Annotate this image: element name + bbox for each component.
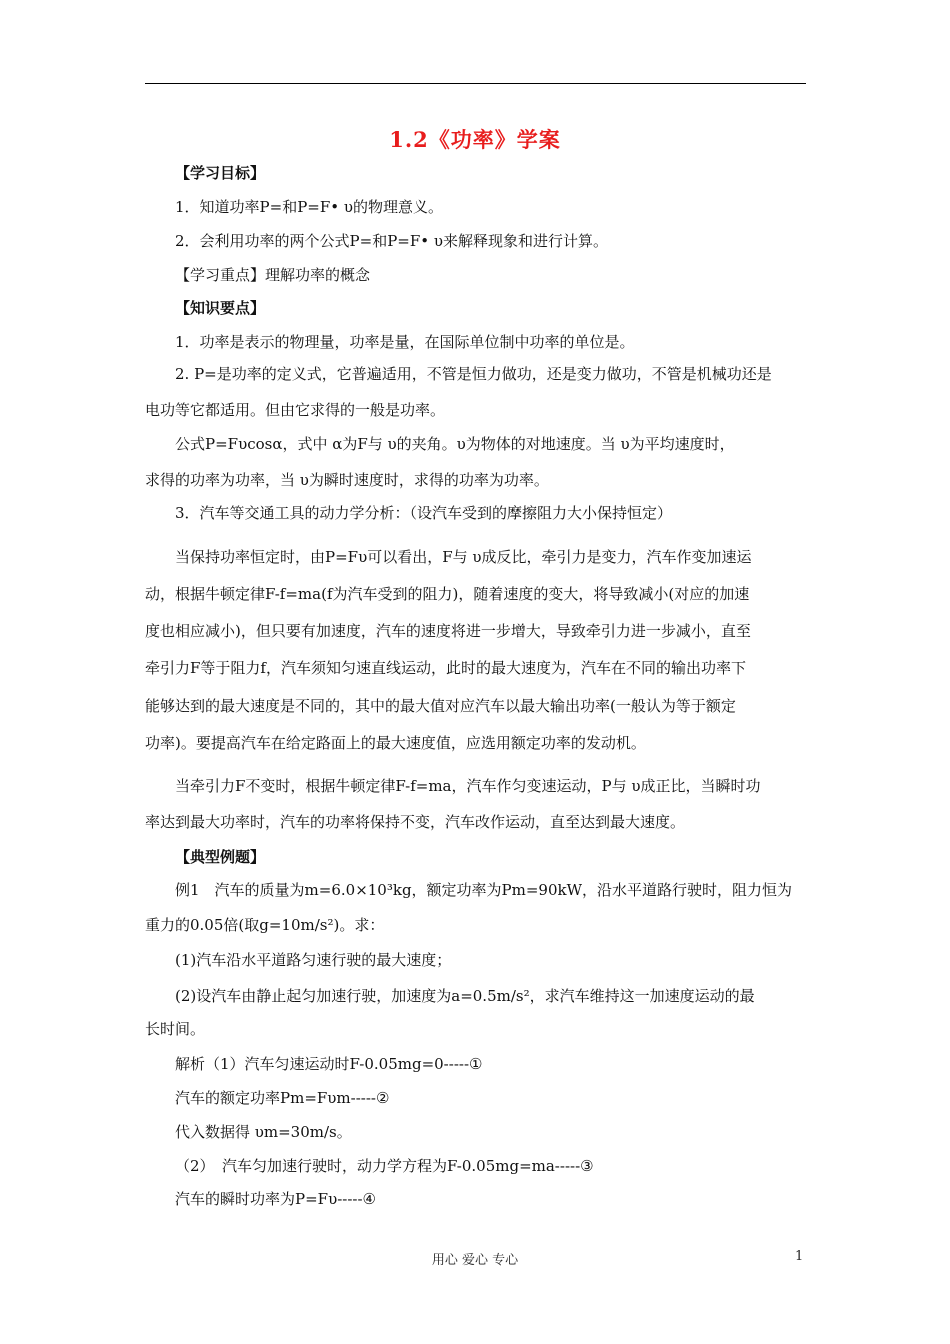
text-line: 电功等它都适用。但由它求得的一般是功率。	[145, 401, 446, 419]
page-footer: 用心 爱心 专心	[431, 1253, 519, 1268]
solution-line: 解析（1）汽车匀速运动时F-0.05mg=0-----①	[175, 1055, 483, 1073]
page-title: 1.2《功率》学案	[389, 127, 561, 152]
section-heading-focus: 【学习重点】理解功率的概念	[175, 266, 371, 284]
text-line: 牵引力F等于阻力f，汽车须知匀速直线运动，此时的最大速度为，汽车在不同的输出功率下	[145, 659, 746, 677]
solution-line: 汽车的瞬时功率为P=Fυ-----④	[175, 1190, 376, 1208]
text-line: 能够达到的最大速度是不同的，其中的最大值对应汽车以最大输出功率(一般认为等于额定	[145, 697, 736, 715]
text-line: 求得的功率为功率，当 υ为瞬时速度时，求得的功率为功率。	[145, 471, 549, 489]
solution-line: （2） 汽车匀加速行驶时，动力学方程为F-0.05mg=ma-----③	[175, 1157, 594, 1175]
page-number: 1	[795, 1249, 804, 1264]
goal-line-1: 1．知道功率P=和P=F• υ的物理意义。	[175, 198, 444, 216]
text-line: 当牵引力F不变时，根据牛顿定律F-f=ma，汽车作匀变速运动，P与 υ成正比，当瞬时功	[175, 777, 761, 795]
header-rule	[145, 83, 806, 84]
text-line: 3．汽车等交通工具的动力学分析：（设汽车受到的摩擦阻力大小保持恒定）	[175, 504, 673, 522]
text-line: 2. P=是功率的定义式，它普遍适用，不管是恒力做功，还是变力做功，不管是机械功还是	[175, 365, 772, 383]
section-heading-examples: 【典型例题】	[175, 848, 266, 866]
solution-line: 汽车的额定功率Pm=Fυm-----②	[175, 1089, 390, 1107]
text-line: 当保持功率恒定时，由P=Fυ可以看出，F与 υ成反比，牵引力是变力，汽车作变加速运	[175, 548, 752, 566]
text-line: 公式P=Fυcosα，式中 α为F与 υ的夹角。υ为物体的对地速度。当 υ为平均速度时，	[175, 435, 735, 453]
example-line: 长时间。	[145, 1020, 206, 1038]
example-line: (1)汽车沿水平道路匀速行驶的最大速度；	[175, 951, 452, 969]
text-line: 功率)。要提高汽车在给定路面上的最大速度值，应选用额定功率的发动机。	[145, 734, 646, 752]
text-line: 率达到最大功率时，汽车的功率将保持不变，汽车改作运动，直至达到最大速度。	[145, 813, 686, 831]
example-line: 重力的0.05倍(取g=10m/s²)。求：	[145, 916, 385, 934]
solution-line: 代入数据得 υm=30m/s。	[175, 1123, 352, 1141]
example-line: (2)设汽车由静止起匀加速行驶，加速度为a=0.5m/s²，求汽车维持这一加速度运动的最	[175, 987, 755, 1005]
text-line: 度也相应减小)，但只要有加速度，汽车的速度将进一步增大，导致牵引力进一步减小，直至	[145, 622, 751, 640]
goal-line-2: 2．会利用功率的两个公式P=和P=F• υ来解释现象和进行计算。	[175, 232, 609, 250]
text-line: 动，根据牛顿定律F-f=ma(f为汽车受到的阻力)，随着速度的变大，将导致减小(对应的加速	[145, 585, 750, 603]
section-heading-goals: 【学习目标】	[175, 164, 266, 182]
section-heading-points: 【知识要点】	[175, 299, 266, 317]
example-line: 例1 汽车的质量为m=6.0×10³kg，额定功率为Pm=90kW，沿水平道路行驶时，阻力恒为	[175, 881, 793, 899]
text-line: 1．功率是表示的物理量，功率是量，在国际单位制中功率的单位是。	[175, 333, 635, 351]
